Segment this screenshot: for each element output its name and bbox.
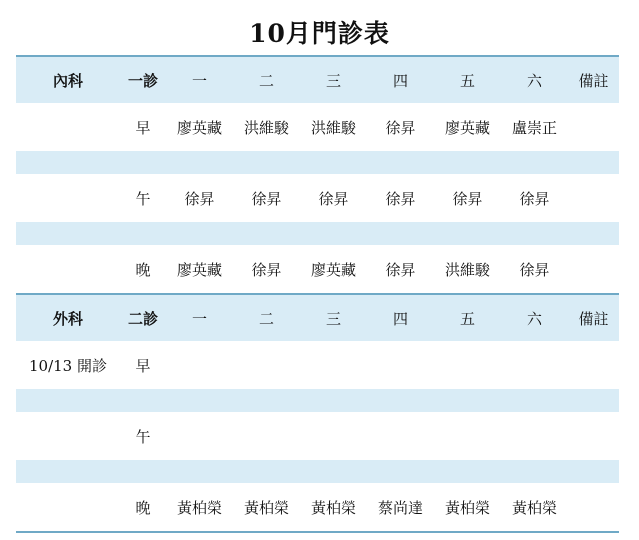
doctor-cell: 徐昇 bbox=[251, 260, 282, 279]
row-spacer bbox=[16, 389, 619, 412]
doctor-cell bbox=[501, 341, 568, 389]
day-header: 二 bbox=[258, 309, 274, 328]
dept-label: 外科 bbox=[52, 309, 83, 328]
doctor-cell: 廖英藏 bbox=[176, 260, 222, 279]
period-label: 晚 bbox=[135, 498, 151, 517]
day-header: 六 bbox=[526, 309, 542, 328]
day-header: 六 bbox=[526, 71, 542, 90]
doctor-cell: 廖英藏 bbox=[444, 118, 490, 137]
remark-header: 備註 bbox=[578, 309, 609, 328]
doctor-cell bbox=[501, 412, 568, 460]
table-row bbox=[16, 174, 619, 222]
doctor-cell bbox=[367, 341, 434, 389]
table-row bbox=[16, 341, 619, 389]
doctor-cell bbox=[233, 341, 300, 389]
row-spacer bbox=[16, 151, 619, 174]
day-header: 一 bbox=[191, 71, 207, 90]
doctor-cell: 徐昇 bbox=[385, 260, 416, 279]
row-spacer bbox=[16, 460, 619, 483]
doctor-cell: 洪維駿 bbox=[444, 260, 490, 279]
row-note bbox=[16, 174, 120, 222]
remark-header: 備註 bbox=[578, 71, 609, 90]
period-label: 午 bbox=[135, 427, 151, 446]
doctor-cell: 洪維駿 bbox=[243, 118, 289, 137]
doctor-cell: 黃柏榮 bbox=[243, 498, 289, 517]
row-note bbox=[16, 103, 120, 151]
row-note bbox=[16, 412, 120, 460]
period-label: 早 bbox=[135, 118, 151, 137]
day-header: 四 bbox=[392, 71, 408, 90]
period-label: 午 bbox=[135, 189, 151, 208]
row-note bbox=[16, 483, 120, 531]
row-spacer bbox=[16, 222, 619, 245]
day-header: 四 bbox=[392, 309, 408, 328]
doctor-cell: 徐昇 bbox=[251, 189, 282, 208]
table-row bbox=[16, 483, 619, 533]
doctor-cell: 廖英藏 bbox=[176, 118, 222, 137]
header-row-internal-medicine bbox=[16, 55, 619, 103]
doctor-cell: 黃柏榮 bbox=[511, 498, 557, 517]
doctor-cell: 盧崇正 bbox=[511, 118, 557, 137]
doctor-cell: 徐昇 bbox=[519, 189, 550, 208]
clinic-label: 二診 bbox=[127, 309, 158, 328]
doctor-cell bbox=[300, 412, 367, 460]
doctor-cell: 蔡尚達 bbox=[377, 498, 423, 517]
day-header: 一 bbox=[191, 309, 207, 328]
table-row bbox=[16, 412, 619, 460]
period-label: 早 bbox=[135, 356, 151, 375]
table-row bbox=[16, 103, 619, 151]
doctor-cell bbox=[166, 412, 233, 460]
doctor-cell: 黃柏榮 bbox=[310, 498, 356, 517]
doctor-cell: 徐昇 bbox=[452, 189, 483, 208]
page-title: 10月門診表 bbox=[249, 19, 390, 48]
doctor-cell: 徐昇 bbox=[184, 189, 215, 208]
doctor-cell: 徐昇 bbox=[385, 118, 416, 137]
doctor-cell: 廖英藏 bbox=[310, 260, 356, 279]
dept-label: 內科 bbox=[52, 71, 83, 90]
header-row-surgery bbox=[16, 293, 619, 341]
day-header: 三 bbox=[325, 71, 341, 90]
day-header: 五 bbox=[459, 309, 475, 328]
clinic-schedule-table bbox=[16, 55, 619, 533]
doctor-cell bbox=[434, 412, 501, 460]
clinic-label: 一診 bbox=[127, 71, 158, 90]
period-label: 晚 bbox=[135, 260, 151, 279]
day-header: 二 bbox=[258, 71, 274, 90]
doctor-cell: 黃柏榮 bbox=[444, 498, 490, 517]
doctor-cell: 徐昇 bbox=[318, 189, 349, 208]
doctor-cell bbox=[300, 341, 367, 389]
doctor-cell: 洪維駿 bbox=[310, 118, 356, 137]
doctor-cell: 黃柏榮 bbox=[176, 498, 222, 517]
day-header: 五 bbox=[459, 71, 475, 90]
doctor-cell: 徐昇 bbox=[519, 260, 550, 279]
row-note bbox=[16, 245, 120, 293]
table-row bbox=[16, 245, 619, 293]
day-header: 三 bbox=[325, 309, 341, 328]
doctor-cell bbox=[367, 412, 434, 460]
doctor-cell bbox=[233, 412, 300, 460]
doctor-cell bbox=[434, 341, 501, 389]
doctor-cell bbox=[166, 341, 233, 389]
doctor-cell: 徐昇 bbox=[385, 189, 416, 208]
row-note: 10/13 開診 bbox=[29, 356, 107, 375]
